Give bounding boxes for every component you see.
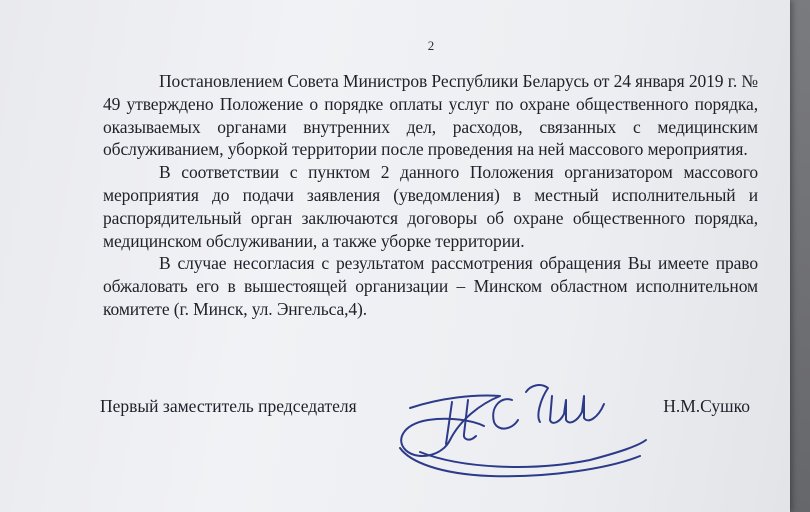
paragraph-contracts: В соответствии с пунктом 2 данного Положения организатором массового мероприятия до подачи заявления (уведомления) в местный исполнительный и распорядительный орган заключаются договоры об охране общественного порядка, медицинском обслуживании, а также уборке территории. (103, 162, 758, 251)
signer-name: Н.М.Сушко (663, 396, 750, 416)
page-number: 2 (427, 38, 435, 53)
paragraph-appeal: В случае несогласия с результатом рассмотрения обращения Вы имеете право обжаловать его в вышестоящей организации – Минском областном исполнительном комитете (г. Минск, ул. Энгельса,4). (103, 253, 758, 319)
handwritten-signature (380, 360, 660, 490)
signer-title: Первый заместитель председателя (100, 396, 357, 416)
letter-body (103, 70, 758, 321)
paragraph-resolution: Постановлением Совета Министров Республики Беларусь от 24 января 2019 г. № 49 утверждено Положение о порядке оплаты услуг по охране общественного порядка, оказываемых органами внутренних дел, расходов, связанных с медицинским обслуживанием, уборкой территории после проведения на ней массового мероприятия. (103, 71, 758, 160)
